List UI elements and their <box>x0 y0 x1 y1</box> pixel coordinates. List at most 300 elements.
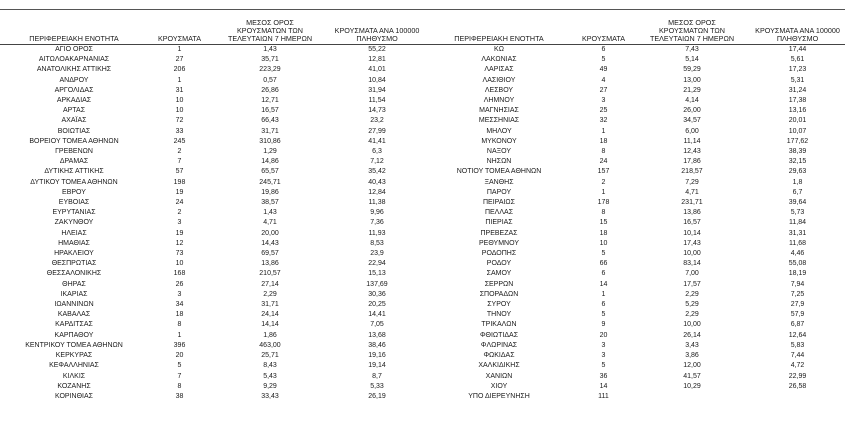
per100k-cell-right: 6,87 <box>790 321 805 329</box>
avg7-cell-left: 4,71 <box>263 219 277 227</box>
region-cell-left: ΚΑΡΔΙΤΣΑΣ <box>55 321 93 329</box>
per100k-cell-right: 11,84 <box>789 219 806 227</box>
region-cell-right: ΣΥΡΟΥ <box>487 301 511 309</box>
avg7-cell-right: 59,29 <box>683 66 701 74</box>
cases-cell-left: 168 <box>173 270 186 278</box>
per100k-cell-left: 19,14 <box>368 362 386 370</box>
region-cell-left: ΘΕΣΣΑΛΟΝΙΚΗΣ <box>46 270 102 278</box>
avg7-cell-right: 11,14 <box>683 137 701 145</box>
avg7-cell-right: 17,57 <box>683 280 701 288</box>
region-cell-right: ΡΟΔΟΥ <box>486 260 512 268</box>
avg7-cell-right: 10,29 <box>683 382 701 390</box>
cases-cell-right: 5 <box>601 362 606 370</box>
per100k-cell-left: 27,99 <box>368 127 386 135</box>
cases-cell-right: 14 <box>599 280 608 288</box>
cases-cell-left: 245 <box>173 137 186 145</box>
avg7-cell-left: 14,86 <box>261 158 279 166</box>
avg7-cell-left: 16,57 <box>261 107 279 115</box>
cases-cell-right: 6 <box>601 301 606 309</box>
per100k-cell-left: 40,43 <box>368 178 386 186</box>
avg7-cell-right: 21,29 <box>683 86 701 94</box>
per100k-cell-left: 14,73 <box>368 107 386 115</box>
avg7-cell-left: 463,00 <box>259 341 281 349</box>
cases-cell-left: 2 <box>177 209 182 217</box>
per100k-cell-left: 13,68 <box>368 331 386 339</box>
cases-cell-right: 8 <box>601 148 606 156</box>
cases-cell-left: 19 <box>175 229 184 237</box>
per100k-cell-right: 177,62 <box>786 137 809 145</box>
region-cell-right: ΧΑΛΚΙΔΙΚΗΣ <box>478 362 520 370</box>
table-row <box>0 137 845 147</box>
avg7-cell-right: 12,00 <box>683 362 701 370</box>
avg7-cell-right: 4,71 <box>685 188 699 196</box>
region-cell-left: ΘΕΣΠΡΩΤΙΑΣ <box>51 260 97 268</box>
per100k-cell-right: 57,9 <box>790 311 805 319</box>
per100k-cell-right: 13,16 <box>788 107 807 115</box>
table-row <box>0 351 845 361</box>
cases-cell-right: 5 <box>601 56 606 64</box>
cases-cell-left: 8 <box>177 321 182 329</box>
avg7-cell-right: 5,29 <box>685 301 699 309</box>
region-cell-left: ΑΙΤΩΛΟΑΚΑΡΝΑΝΙΑΣ <box>38 56 110 64</box>
per100k-cell-right: 17,44 <box>788 46 807 53</box>
cases-cell-right: 1 <box>601 290 606 298</box>
cases-cell-left: 26 <box>175 280 184 288</box>
avg7-cell-left: 25,71 <box>261 352 279 360</box>
avg7-cell-left: 2,29 <box>263 290 277 298</box>
region-cell-right: ΛΗΜΝΟΥ <box>483 97 515 105</box>
avg7-cell-right: 34,57 <box>683 117 701 125</box>
table-row <box>0 361 845 371</box>
region-cell-left: ΕΥΒΟΙΑΣ <box>58 199 90 207</box>
cases-cell-left: 73 <box>175 250 184 258</box>
avg7-cell-right: 3,86 <box>685 352 699 360</box>
region-cell-left: ΕΥΡΥΤΑΝΙΑΣ <box>52 209 96 217</box>
per100k-cell-right: 7,44 <box>790 352 805 360</box>
avg7-cell-left: 245,71 <box>259 178 281 186</box>
avg7-cell-right: 7,29 <box>685 178 699 186</box>
cases-cell-left: 10 <box>175 97 184 105</box>
cases-cell-left: 8 <box>177 382 182 390</box>
region-cell-left: ΚΟΡΙΝΘΙΑΣ <box>55 392 93 400</box>
region-cell-right: ΛΑΡΙΣΑΣ <box>484 66 514 74</box>
avg7-cell-right: 4,14 <box>685 97 699 105</box>
per100k-cell-right: 17,38 <box>788 97 807 105</box>
cases-cell-right: 18 <box>599 137 608 145</box>
per100k-cell-right: 5,73 <box>790 209 805 217</box>
region-cell-right: ΧΑΝΙΩΝ <box>485 372 513 380</box>
region-cell-right: ΦΘΙΩΤΙΔΑΣ <box>479 331 519 339</box>
cases-cell-right: 6 <box>601 46 606 53</box>
table-row <box>0 127 845 137</box>
avg7-cell-left: 20,00 <box>261 229 279 237</box>
avg7-cell-left: 24,14 <box>261 311 279 319</box>
avg7-cell-right: 13,86 <box>683 209 701 217</box>
cases-cell-right: 36 <box>599 372 608 380</box>
region-cell-right: ΦΩΚΙΔΑΣ <box>483 352 515 360</box>
per100k-cell-left: 11,93 <box>368 229 386 237</box>
cases-cell-left: 72 <box>175 117 184 125</box>
table-row <box>0 178 845 188</box>
table-row <box>0 392 845 402</box>
cases-table <box>0 14 845 402</box>
cases-cell-right: 4 <box>601 76 606 84</box>
avg7-cell-left: 31,71 <box>261 301 279 309</box>
per100k-cell-right: 4,72 <box>790 362 805 370</box>
per100k-cell-left: 41,41 <box>368 137 386 145</box>
header-cases-left: ΚΡΟΥΣΜΑΤΑ <box>157 34 202 43</box>
cases-cell-left: 3 <box>177 219 182 227</box>
per100k-cell-left: 55,22 <box>368 46 386 53</box>
cases-cell-right: 3 <box>601 352 606 360</box>
region-cell-left: ΗΛΕΙΑΣ <box>61 229 87 237</box>
cases-cell-right: 3 <box>601 341 606 349</box>
region-cell-right: ΛΕΣΒΟΥ <box>484 86 514 94</box>
table-row <box>0 96 845 106</box>
per100k-cell-right: 17,23 <box>788 66 807 74</box>
table-row <box>0 300 845 310</box>
region-cell-left: ΚΑΡΠΑΘΟΥ <box>54 331 94 339</box>
region-cell-left: ΘΗΡΑΣ <box>62 280 86 288</box>
per100k-cell-right: 55,08 <box>788 260 807 268</box>
region-cell-left: ΑΝΔΡΟΥ <box>59 76 89 84</box>
table-row <box>0 280 845 290</box>
per100k-cell-left: 23,9 <box>370 250 384 258</box>
table-row <box>0 218 845 228</box>
region-cell-left: ΒΟΡΕΙΟΥ ΤΟΜΕΑ ΑΘΗΝΩΝ <box>29 137 119 145</box>
region-cell-left: ΚΕΝΤΡΙΚΟΥ ΤΟΜΕΑ ΑΘΗΝΩΝ <box>25 341 123 349</box>
avg7-cell-left: 14,14 <box>261 321 279 329</box>
avg7-cell-right: 41,57 <box>683 372 701 380</box>
avg7-cell-right: 2,29 <box>685 311 699 319</box>
region-cell-right: ΝΗΣΩΝ <box>486 158 512 166</box>
per100k-cell-left: 12,81 <box>368 56 386 64</box>
region-cell-right: ΜΕΣΣΗΝΙΑΣ <box>478 117 520 125</box>
table-row <box>0 188 845 198</box>
header-per100k-left: ΚΡΟΥΣΜΑΤΑ ΑΝΑ 100000 ΠΛΗΘΥΣΜΟ <box>334 26 420 43</box>
avg7-cell-left: 12,71 <box>261 97 279 105</box>
table-row <box>0 382 845 392</box>
cases-cell-right: 6 <box>601 270 606 278</box>
region-cell-left: ΚΕΡΚΥΡΑΣ <box>55 352 93 360</box>
avg7-cell-left: 9,29 <box>263 382 277 390</box>
table-row <box>0 259 845 269</box>
per100k-cell-right: 12,64 <box>788 331 807 339</box>
region-cell-left: ΗΜΑΘΙΑΣ <box>58 239 90 247</box>
table-row <box>0 157 845 167</box>
region-cell-left: ΑΡΤΑΣ <box>62 107 86 115</box>
cases-cell-right: 10 <box>599 239 608 247</box>
per100k-cell-right: 7,94 <box>790 280 805 288</box>
cases-cell-left: 2 <box>177 148 182 156</box>
region-cell-left: ΕΒΡΟΥ <box>62 188 86 196</box>
cases-cell-left: 12 <box>175 239 184 247</box>
table-row <box>0 76 845 86</box>
cases-cell-right: 20 <box>599 331 608 339</box>
region-cell-left: ΑΧΑΪΑΣ <box>61 117 87 125</box>
cases-cell-left: 24 <box>175 199 184 207</box>
region-cell-right: ΠΕΙΡΑΙΩΣ <box>483 199 515 207</box>
avg7-cell-right: 17,43 <box>683 239 701 247</box>
per100k-cell-left: 20,25 <box>368 301 386 309</box>
region-cell-right: ΝΑΞΟΥ <box>486 148 512 156</box>
avg7-cell-right <box>634 392 750 402</box>
region-cell-left: ΑΡΚΑΔΙΑΣ <box>56 97 92 105</box>
avg7-cell-left: 223,29 <box>259 66 281 74</box>
cases-cell-right: 8 <box>601 209 606 217</box>
per100k-cell-left: 8,53 <box>370 239 384 247</box>
table-row <box>0 147 845 157</box>
per100k-cell-left: 7,05 <box>370 321 384 329</box>
table-row <box>0 208 845 218</box>
per100k-cell-right: 11,68 <box>789 239 806 247</box>
cases-cell-left: 34 <box>175 301 184 309</box>
per100k-cell-right: 39,64 <box>788 199 807 207</box>
region-cell-right: ΣΕΡΡΩΝ <box>484 280 514 288</box>
cases-cell-right: 66 <box>599 260 608 268</box>
cases-cell-right: 27 <box>599 86 608 94</box>
per100k-cell-right <box>750 392 845 402</box>
region-cell-right: ΜΥΚΟΝΟΥ <box>481 137 517 145</box>
avg7-cell-right: 10,14 <box>683 229 701 237</box>
table-row <box>0 320 845 330</box>
table-row <box>0 341 845 351</box>
avg7-cell-right: 3,43 <box>685 341 699 349</box>
region-cell-right: ΞΑΝΘΗΣ <box>484 178 514 186</box>
cases-cell-left: 3 <box>177 290 182 298</box>
per100k-cell-right: 32,15 <box>788 158 807 166</box>
table-row <box>0 167 845 177</box>
avg7-cell-left: 66,43 <box>261 117 279 125</box>
region-cell-left: ΑΡΓΟΛΙΔΑΣ <box>54 86 94 94</box>
region-cell-right: ΜΗΛΟΥ <box>486 127 512 135</box>
cases-cell-right: 14 <box>599 382 608 390</box>
per100k-cell-right: 7,25 <box>790 290 805 298</box>
avg7-cell-right: 16,57 <box>683 219 701 227</box>
per100k-cell-left: 35,42 <box>368 168 386 176</box>
region-cell-right: ΤΡΙΚΑΛΩΝ <box>481 321 517 329</box>
cases-cell-left: 38 <box>175 392 184 400</box>
region-cell-right: ΣΑΜΟΥ <box>486 270 512 278</box>
table-row <box>0 55 845 65</box>
table-row <box>0 269 845 279</box>
cases-cell-right: 178 <box>597 199 610 207</box>
avg7-cell-right: 6,00 <box>685 127 699 135</box>
region-cell-right: ΥΠΟ ΔΙΕΡΕΥΝΗΣΗ <box>468 392 530 400</box>
per100k-cell-left: 5,33 <box>370 382 384 390</box>
table-row <box>0 249 845 259</box>
per100k-cell-right: 29,63 <box>788 168 807 176</box>
per100k-cell-right: 6,7 <box>792 188 803 196</box>
per100k-cell-right: 5,31 <box>790 76 805 84</box>
region-cell-left: ΙΩΑΝΝΙΝΩΝ <box>54 301 94 309</box>
per100k-cell-left: 23,2 <box>370 117 384 125</box>
avg7-cell-right: 83,14 <box>683 260 701 268</box>
per100k-cell-left: 9,96 <box>370 209 384 217</box>
cases-cell-right: 32 <box>599 117 608 125</box>
cases-cell-right: 111 <box>598 392 609 400</box>
avg7-cell-left: 13,86 <box>261 260 279 268</box>
table-row <box>0 45 845 56</box>
avg7-cell-left: 19,86 <box>261 188 279 196</box>
table-row <box>0 372 845 382</box>
per100k-cell-left: 8,7 <box>372 372 382 380</box>
cases-cell-left: 10 <box>175 107 184 115</box>
cases-cell-left: 206 <box>173 66 186 74</box>
per100k-cell-left: 26,19 <box>368 392 386 400</box>
cases-cell-right: 49 <box>599 66 608 74</box>
cases-cell-left: 57 <box>175 168 184 176</box>
cases-cell-right: 1 <box>601 127 606 135</box>
avg7-cell-right: 2,29 <box>685 290 699 298</box>
cases-cell-left: 5 <box>177 362 182 370</box>
region-cell-left: ΚΙΛΚΙΣ <box>62 372 86 380</box>
region-cell-left: ΖΑΚΥΝΘΟΥ <box>54 219 94 227</box>
per100k-cell-left: 15,13 <box>368 270 386 278</box>
cases-cell-left: 1 <box>177 331 182 339</box>
avg7-cell-left: 1,29 <box>263 148 277 156</box>
region-cell-right: ΠΕΛΛΑΣ <box>484 209 514 217</box>
table-row <box>0 229 845 239</box>
per100k-cell-right: 31,24 <box>788 86 807 94</box>
table-row <box>0 198 845 208</box>
avg7-cell-left: 1,43 <box>263 46 277 53</box>
avg7-cell-left: 8,43 <box>263 362 277 370</box>
avg7-cell-left: 27,14 <box>261 280 279 288</box>
per100k-cell-right: 31,31 <box>788 229 807 237</box>
cases-cell-left: 7 <box>177 158 182 166</box>
avg7-cell-right: 231,71 <box>681 199 703 207</box>
cases-cell-left: 31 <box>175 86 184 94</box>
region-cell-right: ΣΠΟΡΑΔΩΝ <box>479 290 519 298</box>
header-region-left: ΠΕΡΙΦΕΡΕΙΑΚΗ ΕΝΟΤΗΤΑ <box>29 34 119 43</box>
region-cell-left: ΚΑΒΑΛΑΣ <box>57 311 91 319</box>
region-cell-left: ΑΓΙΟ ΟΡΟΣ <box>55 46 93 53</box>
region-cell-left: ΚΟΖΑΝΗΣ <box>57 382 91 390</box>
per100k-cell-left: 31,94 <box>368 86 386 94</box>
per100k-cell-left: 7,36 <box>370 219 384 227</box>
per100k-cell-left: 14,41 <box>368 311 386 319</box>
region-cell-right: ΠΙΕΡΙΑΣ <box>485 219 513 227</box>
cases-cell-left: 1 <box>177 76 182 84</box>
per100k-cell-left: 41,01 <box>368 66 386 74</box>
region-cell-right: ΡΟΔΟΠΗΣ <box>481 250 517 258</box>
avg7-cell-right: 12,43 <box>683 148 701 156</box>
per100k-cell-right: 26,58 <box>788 382 807 390</box>
region-cell-right: ΛΑΣΙΘΙΟΥ <box>482 76 516 84</box>
per100k-cell-left: 7,12 <box>370 158 384 166</box>
table-row <box>0 106 845 116</box>
per100k-cell-right: 5,61 <box>790 56 805 64</box>
per100k-cell-left: 12,84 <box>368 188 386 196</box>
per100k-cell-left: 38,46 <box>368 341 386 349</box>
table-row <box>0 290 845 300</box>
per100k-cell-right: 18,19 <box>788 270 807 278</box>
table-row <box>0 310 845 320</box>
avg7-cell-left: 35,71 <box>261 56 279 64</box>
top-rule <box>0 9 845 10</box>
table-header-row <box>0 14 845 45</box>
avg7-cell-right: 10,00 <box>683 321 701 329</box>
cases-cell-left: 1 <box>177 46 182 53</box>
region-cell-left: ΔΥΤΙΚΟΥ ΤΟΜΕΑ ΑΘΗΝΩΝ <box>30 178 118 186</box>
avg7-cell-left: 5,43 <box>263 372 277 380</box>
avg7-cell-left: 65,57 <box>261 168 279 176</box>
cases-cell-left: 396 <box>173 341 186 349</box>
per100k-cell-left: 11,38 <box>368 199 386 207</box>
avg7-cell-right: 17,86 <box>683 158 701 166</box>
avg7-cell-left: 33,43 <box>261 392 279 400</box>
region-cell-left: ΙΚΑΡΙΑΣ <box>60 290 88 298</box>
region-cell-right: ΠΡΕΒΕΖΑΣ <box>480 229 518 237</box>
region-cell-left: ΔΡΑΜΑΣ <box>59 158 89 166</box>
per100k-cell-left: 22,94 <box>368 260 386 268</box>
region-cell-right: ΦΛΩΡΙΝΑΣ <box>480 341 518 349</box>
cases-cell-right: 5 <box>601 311 606 319</box>
avg7-cell-left: 26,86 <box>261 86 279 94</box>
avg7-cell-left: 69,57 <box>261 250 279 258</box>
cases-cell-right: 5 <box>601 250 606 258</box>
header-region-right: ΠΕΡΙΦΕΡΕΙΑΚΗ ΕΝΟΤΗΤΑ <box>454 34 544 43</box>
cases-cell-right: 9 <box>601 321 606 329</box>
region-cell-right: ΤΗΝΟΥ <box>486 311 512 319</box>
cases-cell-left: 33 <box>175 127 184 135</box>
region-cell-left: ΔΥΤΙΚΗΣ ΑΤΤΙΚΗΣ <box>44 168 104 176</box>
per100k-cell-right: 22,99 <box>788 372 807 380</box>
cases-cell-right: 3 <box>601 97 606 105</box>
avg7-cell-left: 210,57 <box>259 270 281 278</box>
region-cell-right: ΚΩ <box>494 46 504 53</box>
region-cell-left: ΚΕΦΑΛΛΗΝΙΑΣ <box>49 362 99 370</box>
per100k-cell-right: 5,83 <box>790 341 805 349</box>
region-cell-left: ΓΡΕΒΕΝΩΝ <box>55 148 93 156</box>
cases-cell-left: 19 <box>175 188 184 196</box>
table-row <box>0 86 845 96</box>
avg7-cell-left: 1,43 <box>263 209 277 217</box>
per100k-cell-right: 20,01 <box>788 117 807 125</box>
cases-cell-right: 24 <box>599 158 608 166</box>
per100k-cell-left: 11,54 <box>368 97 386 105</box>
avg7-cell-right: 26,14 <box>683 331 701 339</box>
cases-cell-left: 27 <box>175 56 184 64</box>
cases-cell-left: 20 <box>175 352 184 360</box>
per100k-cell-left: 6,3 <box>372 148 382 156</box>
avg7-cell-right: 7,43 <box>685 46 699 53</box>
cases-cell-left: 10 <box>175 260 184 268</box>
cases-cell-right: 25 <box>599 107 608 115</box>
avg7-cell-left: 38,57 <box>261 199 279 207</box>
per100k-cell-left: 30,36 <box>368 290 386 298</box>
avg7-cell-left: 31,71 <box>261 127 279 135</box>
per100k-cell-right: 10,07 <box>788 127 807 135</box>
region-cell-right: ΧΙΟΥ <box>490 382 508 390</box>
region-cell-left: ΒΟΙΩΤΙΑΣ <box>57 127 91 135</box>
per100k-cell-right: 27,9 <box>790 301 805 309</box>
table-row <box>0 331 845 341</box>
cases-cell-left: 18 <box>175 311 184 319</box>
avg7-cell-left: 0,57 <box>263 76 277 84</box>
avg7-cell-right: 5,14 <box>685 56 699 64</box>
avg7-cell-right: 26,00 <box>683 107 701 115</box>
per100k-cell-left: 19,16 <box>368 352 386 360</box>
per100k-cell-right: 38,39 <box>788 148 807 156</box>
avg7-cell-left: 310,86 <box>259 137 281 145</box>
avg7-cell-right: 10,00 <box>683 250 701 258</box>
cases-cell-right: 18 <box>599 229 608 237</box>
cases-cell-left: 7 <box>177 372 182 380</box>
per100k-cell-right: 4,46 <box>790 250 805 258</box>
per100k-cell-left: 137,69 <box>366 280 388 288</box>
